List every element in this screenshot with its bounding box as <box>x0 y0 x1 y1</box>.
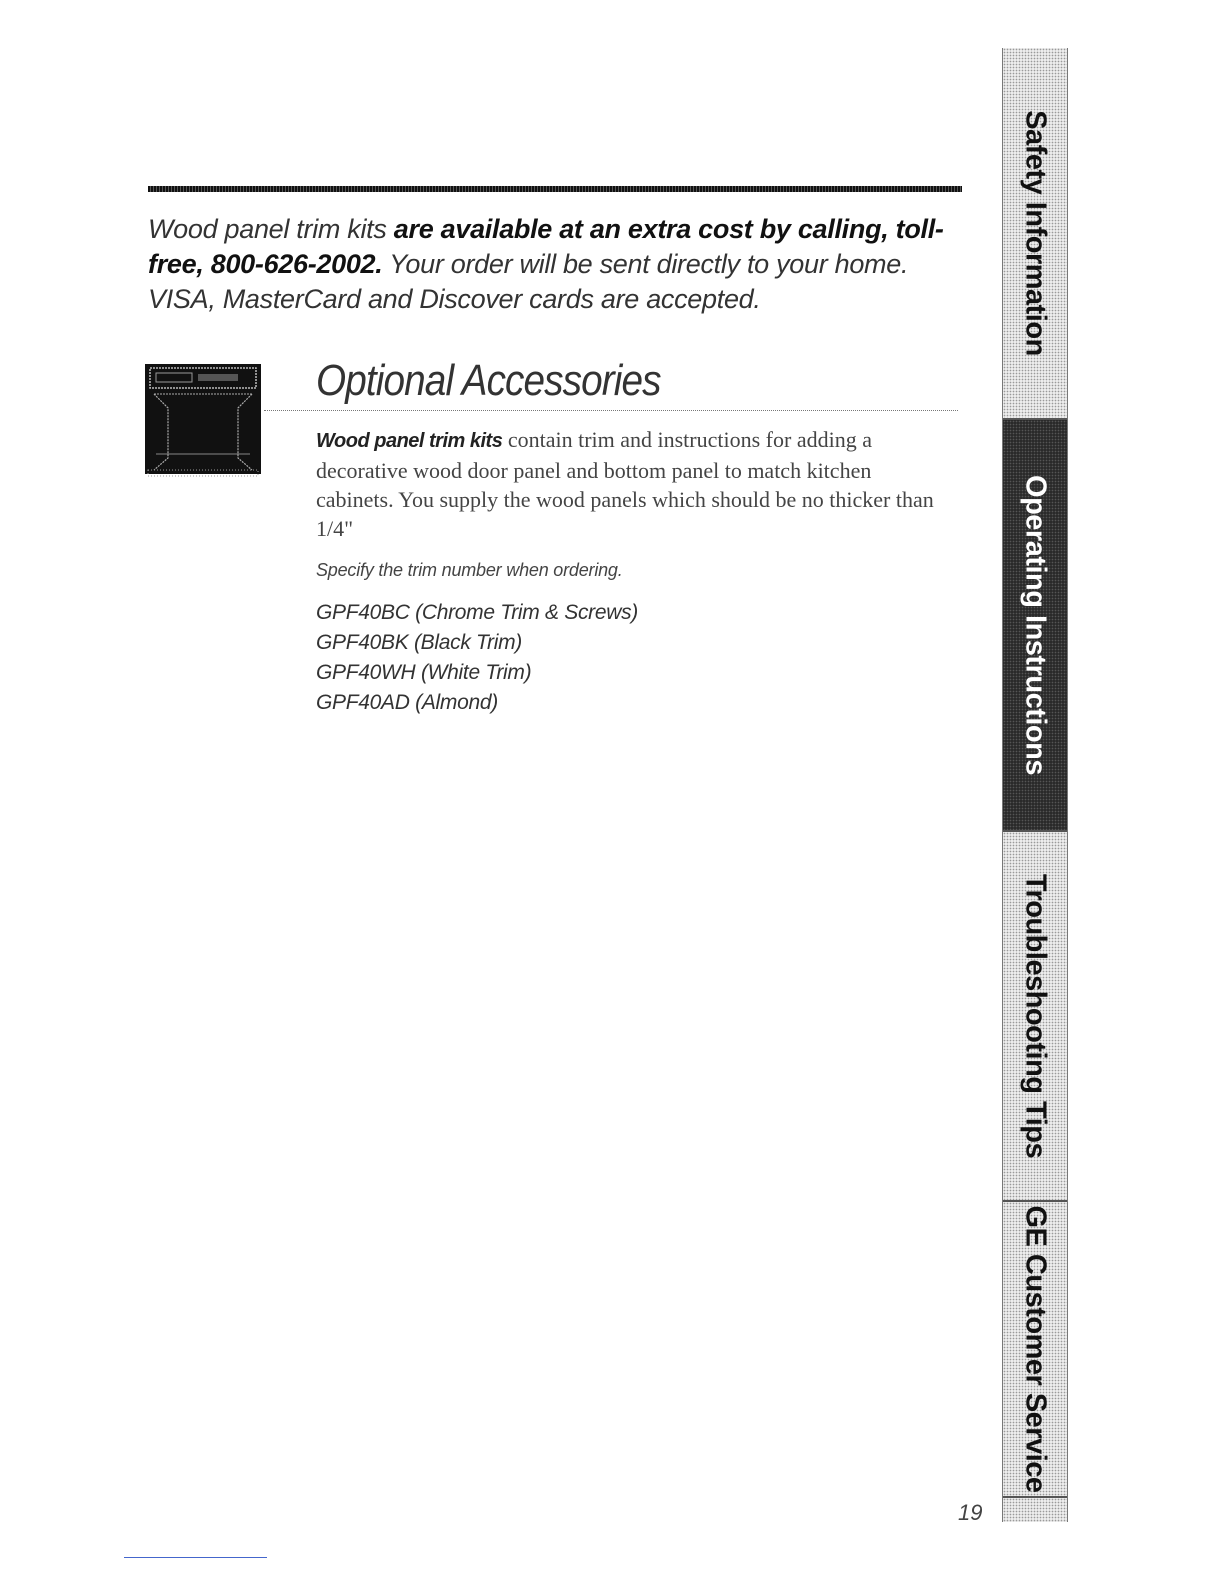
tab-troubleshooting-tips[interactable] <box>1003 832 1067 1202</box>
tab-label: Troubleshooting Tips <box>1019 873 1052 1159</box>
section-title: Optional Accessories <box>316 356 661 405</box>
accessory-lead: Wood panel trim kits <box>316 430 503 452</box>
tab-operating-instructions[interactable] <box>1003 420 1067 832</box>
ordering-note: Specify the trim number when ordering. <box>316 560 623 580</box>
dishwasher-icon <box>142 358 264 480</box>
model-item: GPF40AD (Almond) <box>316 691 498 714</box>
model-list <box>316 598 638 718</box>
model-item: GPF40BC (Chrome Trim & Screws) <box>316 601 638 624</box>
tab-label: Safety Information <box>1019 110 1052 356</box>
tab-footer-strip <box>1003 1498 1067 1522</box>
model-item: GPF40WH (White Trim) <box>316 661 532 684</box>
tab-safety-information[interactable] <box>1003 48 1067 420</box>
intro-lead: Wood panel trim kits <box>148 214 394 244</box>
model-item: GPF40BK (Black Trim) <box>316 631 522 654</box>
title-divider <box>264 410 958 411</box>
tab-label: Operating Instructions <box>1019 475 1052 775</box>
tab-ge-customer-service[interactable] <box>1003 1202 1067 1498</box>
footer-rule <box>124 1557 267 1558</box>
accessory-description <box>316 425 946 543</box>
top-rule <box>148 186 962 192</box>
intro-paragraph <box>148 212 948 317</box>
page-number: 19 <box>958 1500 983 1525</box>
accessory-body: contain trim and instructions for adding a decorative wood door panel and bottom panel to match kitchen cabinets. You supply the wood panels which should be no thicker than 1/4" <box>316 427 934 541</box>
intro-phone-text: are available at an extra cost by calling, toll-free, 800-626-2002. <box>148 214 944 279</box>
tab-label: GE Customer Service <box>1019 1205 1052 1493</box>
intro-order-text: Your order will be sent directly to your home. VISA, MasterCard and Discover cards are accepted. <box>148 249 909 314</box>
section-tabs <box>1002 48 1068 1522</box>
